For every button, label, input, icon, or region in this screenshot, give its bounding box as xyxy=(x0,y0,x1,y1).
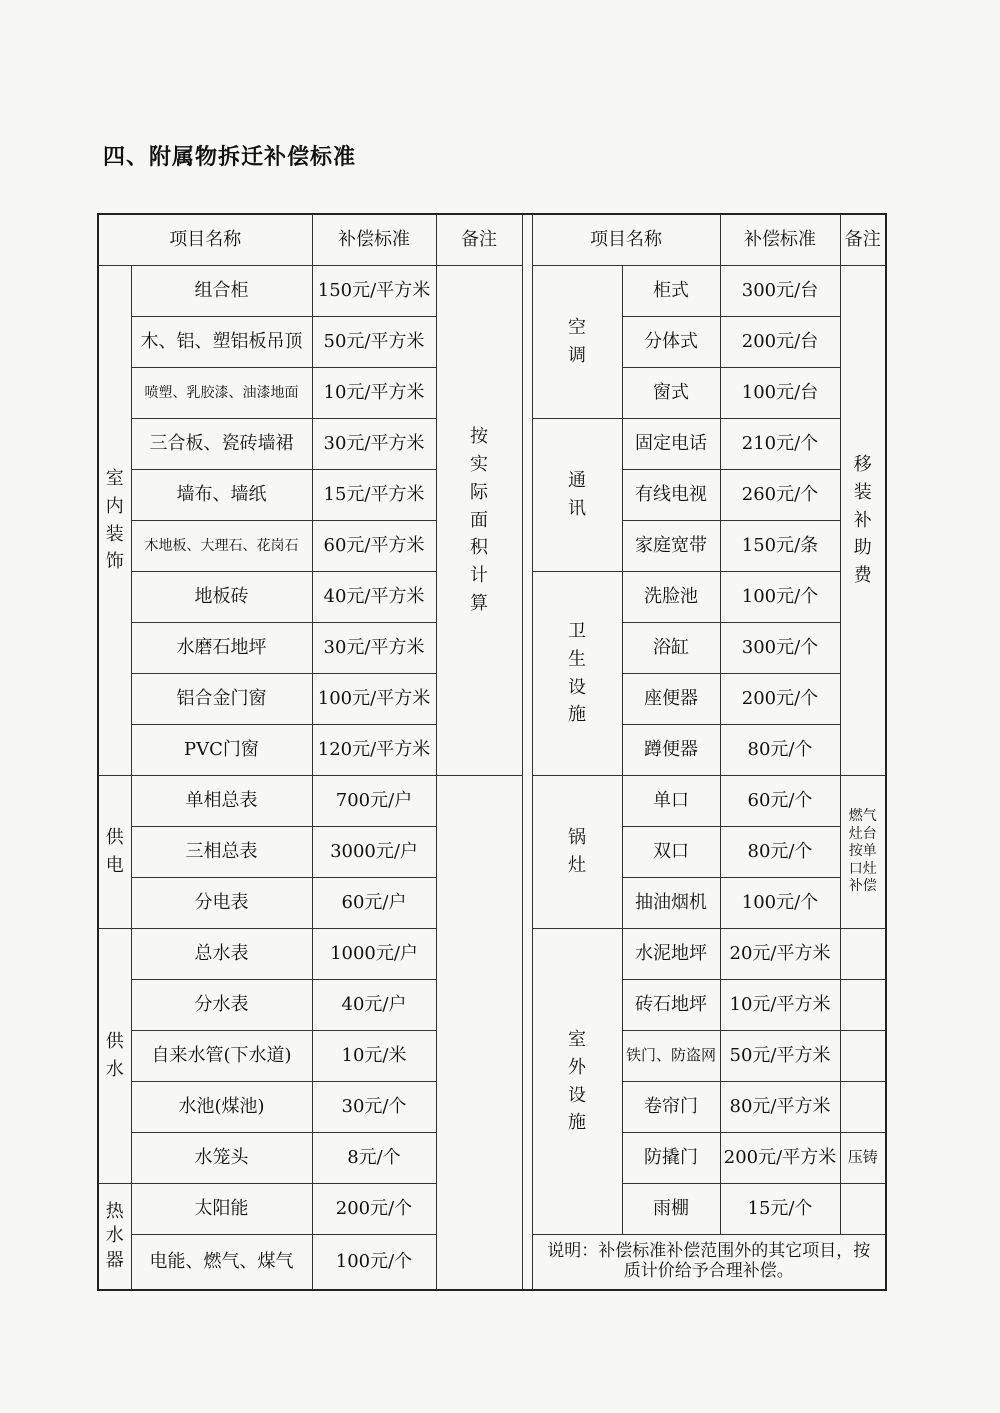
item-name: 喷塑、乳胶漆、油漆地面 xyxy=(131,368,312,419)
page-title: 四、附属物拆迁补偿标准 xyxy=(103,145,357,170)
item-name: 抽油烟机 xyxy=(622,878,720,929)
item-name: 水磨石地坪 xyxy=(131,623,312,674)
category-power: 供电 xyxy=(98,776,131,929)
header-standard-right: 补偿标准 xyxy=(720,214,840,266)
item-name: 单相总表 xyxy=(131,776,312,827)
item-name: 太阳能 xyxy=(131,1184,312,1235)
column-divider xyxy=(522,214,532,1290)
item-name: 砖石地坪 xyxy=(622,980,720,1031)
remark-cell xyxy=(840,980,886,1031)
item-standard: 120元/平方米 xyxy=(312,725,436,776)
table-row xyxy=(98,776,886,827)
remark-cell: 压铸 xyxy=(840,1133,886,1184)
item-standard: 40元/平方米 xyxy=(312,572,436,623)
item-standard: 100元/个 xyxy=(720,572,840,623)
item-name: 木、铝、塑铝板吊顶 xyxy=(131,317,312,368)
item-name: 窗式 xyxy=(622,368,720,419)
item-standard: 200元/个 xyxy=(720,674,840,725)
item-standard: 80元/个 xyxy=(720,725,840,776)
item-standard: 260元/个 xyxy=(720,470,840,521)
item-standard: 300元/台 xyxy=(720,266,840,317)
remark-cell xyxy=(840,1031,886,1082)
item-standard: 50元/平方米 xyxy=(720,1031,840,1082)
item-standard: 60元/户 xyxy=(312,878,436,929)
category-outdoor: 室外设施 xyxy=(532,929,622,1235)
item-name: 铝合金门窗 xyxy=(131,674,312,725)
item-standard: 150元/平方米 xyxy=(312,266,436,317)
item-name: 蹲便器 xyxy=(622,725,720,776)
item-standard: 700元/户 xyxy=(312,776,436,827)
item-standard: 15元/个 xyxy=(720,1184,840,1235)
item-standard: 100元/个 xyxy=(720,878,840,929)
category-heater: 热水器 xyxy=(98,1184,131,1291)
item-name: 分体式 xyxy=(622,317,720,368)
category-ac: 空调 xyxy=(532,266,622,419)
header-item-right: 项目名称 xyxy=(532,214,720,266)
item-standard: 100元/平方米 xyxy=(312,674,436,725)
remark-cell xyxy=(840,1082,886,1133)
item-standard: 80元/个 xyxy=(720,827,840,878)
header-remark-left: 备注 xyxy=(436,214,522,266)
item-standard: 10元/平方米 xyxy=(312,368,436,419)
item-standard: 30元/平方米 xyxy=(312,623,436,674)
item-standard: 200元/平方米 xyxy=(720,1133,840,1184)
item-name: 防撬门 xyxy=(622,1133,720,1184)
item-name: 雨棚 xyxy=(622,1184,720,1235)
item-standard: 30元/平方米 xyxy=(312,419,436,470)
item-name: PVC门窗 xyxy=(131,725,312,776)
item-standard: 1000元/户 xyxy=(312,929,436,980)
item-standard: 10元/米 xyxy=(312,1031,436,1082)
remark-move: 移装补助费 xyxy=(840,266,886,776)
category-water: 供水 xyxy=(98,929,131,1184)
item-name: 有线电视 xyxy=(622,470,720,521)
remark-cell xyxy=(840,929,886,980)
item-standard: 100元/个 xyxy=(312,1235,436,1291)
remark-indoor: 按实际面积计算 xyxy=(436,266,522,776)
item-standard: 80元/平方米 xyxy=(720,1082,840,1133)
item-name: 家庭宽带 xyxy=(622,521,720,572)
table-header-row xyxy=(98,214,886,266)
item-name: 浴缸 xyxy=(622,623,720,674)
item-name: 座便器 xyxy=(622,674,720,725)
item-name: 水池(煤池) xyxy=(131,1082,312,1133)
item-name: 水泥地坪 xyxy=(622,929,720,980)
remark-cell xyxy=(840,1184,886,1235)
category-stove: 锅灶 xyxy=(532,776,622,929)
item-standard: 40元/户 xyxy=(312,980,436,1031)
compensation-table xyxy=(97,213,887,1291)
item-standard: 50元/平方米 xyxy=(312,317,436,368)
item-name: 固定电话 xyxy=(622,419,720,470)
item-standard: 200元/台 xyxy=(720,317,840,368)
explanation-note: 说明：补偿标准补偿范围外的其它项目，按质计价给予合理补偿。 xyxy=(532,1235,886,1291)
item-name: 分电表 xyxy=(131,878,312,929)
item-name: 墙布、墙纸 xyxy=(131,470,312,521)
header-standard-left: 补偿标准 xyxy=(312,214,436,266)
item-standard: 8元/个 xyxy=(312,1133,436,1184)
item-name: 木地板、大理石、花岗石 xyxy=(131,521,312,572)
item-standard: 100元/台 xyxy=(720,368,840,419)
item-name: 柜式 xyxy=(622,266,720,317)
remark-empty xyxy=(436,776,522,1291)
item-standard: 15元/平方米 xyxy=(312,470,436,521)
item-name: 三合板、瓷砖墙裙 xyxy=(131,419,312,470)
item-standard: 10元/平方米 xyxy=(720,980,840,1031)
item-standard: 300元/个 xyxy=(720,623,840,674)
table-row xyxy=(98,266,886,317)
item-name: 自来水管(下水道) xyxy=(131,1031,312,1082)
item-name: 双口 xyxy=(622,827,720,878)
item-standard: 60元/个 xyxy=(720,776,840,827)
item-name: 电能、燃气、煤气 xyxy=(131,1235,312,1291)
header-item-left: 项目名称 xyxy=(98,214,312,266)
category-comm: 通讯 xyxy=(532,419,622,572)
item-name: 水笼头 xyxy=(131,1133,312,1184)
item-standard: 200元/个 xyxy=(312,1184,436,1235)
item-name: 单口 xyxy=(622,776,720,827)
item-name: 铁门、防盗网 xyxy=(622,1031,720,1082)
item-name: 组合柜 xyxy=(131,266,312,317)
item-name: 分水表 xyxy=(131,980,312,1031)
item-standard: 210元/个 xyxy=(720,419,840,470)
item-name: 洗脸池 xyxy=(622,572,720,623)
header-remark-right: 备注 xyxy=(840,214,886,266)
item-standard: 60元/平方米 xyxy=(312,521,436,572)
item-name: 三相总表 xyxy=(131,827,312,878)
item-name: 卷帘门 xyxy=(622,1082,720,1133)
item-name: 地板砖 xyxy=(131,572,312,623)
category-indoor: 室内装饰 xyxy=(98,266,131,776)
item-name: 总水表 xyxy=(131,929,312,980)
item-standard: 3000元/户 xyxy=(312,827,436,878)
item-standard: 150元/条 xyxy=(720,521,840,572)
item-standard: 20元/平方米 xyxy=(720,929,840,980)
item-standard: 30元/个 xyxy=(312,1082,436,1133)
remark-stove: 燃气灶台按单口灶补偿 xyxy=(840,776,886,929)
category-sanitary: 卫生设施 xyxy=(532,572,622,776)
